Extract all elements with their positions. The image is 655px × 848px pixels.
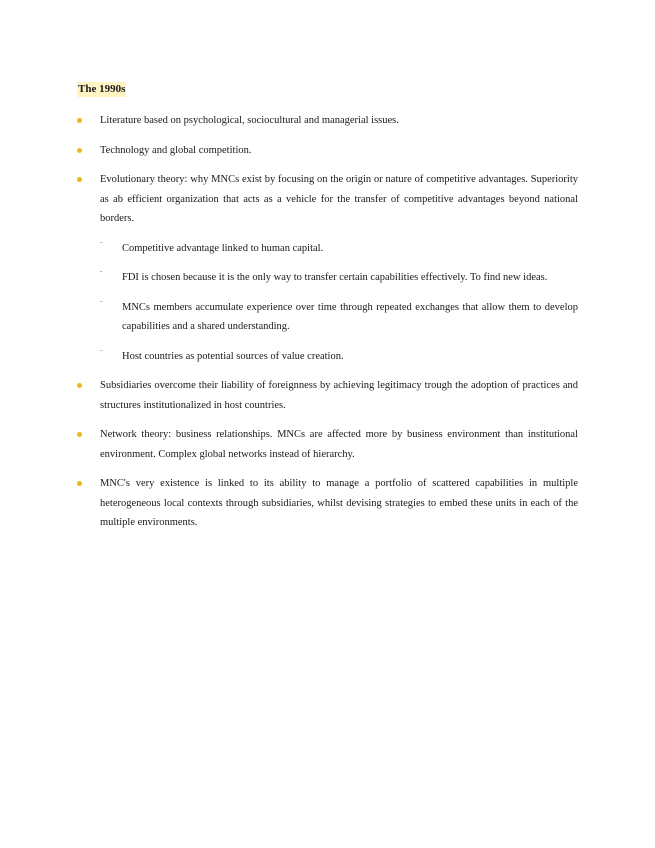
sub-list bbox=[100, 239, 578, 367]
list-item-text: Technology and global competition. bbox=[100, 144, 252, 156]
sub-bullet-icon: ˉ bbox=[100, 240, 103, 249]
list-item bbox=[77, 170, 578, 366]
bullet-dot-icon bbox=[77, 481, 82, 486]
sub-list-item bbox=[100, 268, 578, 288]
sub-bullet-icon: ˆ bbox=[100, 270, 103, 278]
bullet-dot-icon bbox=[77, 432, 82, 437]
list-item bbox=[77, 141, 578, 161]
sub-bullet-icon: ˉ bbox=[100, 348, 103, 357]
list-item-text: Literature based on psychological, sociocultural and managerial issues. bbox=[100, 115, 399, 126]
list-item bbox=[77, 425, 578, 464]
sub-bullet-icon: ˉ bbox=[100, 299, 103, 308]
sub-list-item-text: MNCs members accumulate experience over time through repeated exchanges that allow them to develop capabilities and a shared understanding. bbox=[122, 301, 578, 332]
list-item-text: Evolutionary theory: why MNCs exist by focusing on the origin or nature of competitive advantages. Superiority as ab efficient organization that acts as a vehicle for the transfer of competitive advantages beyond national borders. bbox=[100, 174, 578, 224]
list-item-text: Subsidiaries overcome their liability of foreignness by achieving legitimacy trough the adoption of practices and structures institutionalized in host countries. bbox=[100, 380, 578, 411]
list-item bbox=[77, 474, 578, 533]
list-item bbox=[77, 376, 578, 415]
list-item-text: Network theory: business relationships. MNCs are affected more by business environment than institutional environment. Complex global networks instead of hierarchy. bbox=[100, 429, 578, 460]
sub-list-item bbox=[100, 298, 578, 337]
bullet-list bbox=[77, 111, 578, 543]
list-item-text: MNC's very existence is linked to its ability to manage a portfolio of scattered capabilities in multiple heterogeneous local contexts through subsidiaries, whilst devising strategies to embed these units in each of the multiple environments. bbox=[100, 478, 578, 528]
sub-list-item-text: FDI is chosen because it is the only way to transfer certain capabilities effectively. To find new ideas. bbox=[122, 272, 548, 283]
sub-list-item-text: Competitive advantage linked to human capital. bbox=[122, 242, 324, 254]
sub-list-item-text: Host countries as potential sources of value creation. bbox=[122, 350, 344, 362]
section-heading: The 1990s bbox=[78, 83, 126, 95]
bullet-dot-icon bbox=[77, 177, 82, 182]
list-item bbox=[77, 111, 578, 131]
bullet-dot-icon bbox=[77, 148, 82, 153]
sub-list-item bbox=[100, 347, 578, 367]
bullet-dot-icon bbox=[77, 118, 82, 123]
bullet-dot-icon bbox=[77, 383, 82, 388]
sub-list-item bbox=[100, 239, 578, 259]
